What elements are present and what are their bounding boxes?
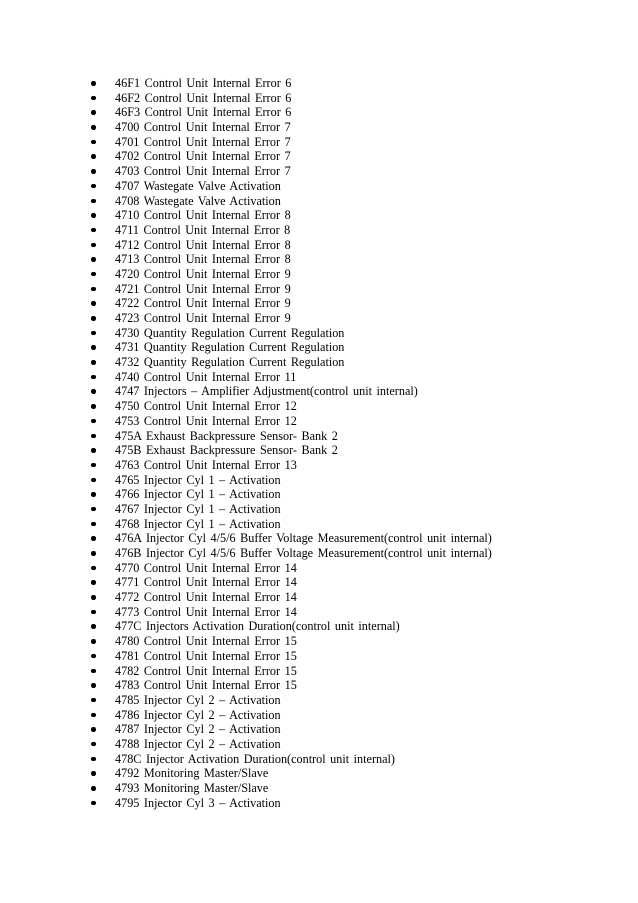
list-item [88, 194, 492, 209]
list-item-text: 4788 Injector Cyl 2 – Activation [115, 736, 281, 751]
list-item-text: 46F2 Control Unit Internal Error 6 [115, 90, 292, 105]
list-item-text: 4772 Control Unit Internal Error 14 [115, 590, 297, 605]
list-item-text: 4700 Control Unit Internal Error 7 [115, 120, 291, 135]
bullet-icon [91, 727, 96, 732]
list-item-text: 4731 Quantity Regulation Current Regulation [115, 340, 345, 355]
list-item [88, 575, 492, 590]
list-item [88, 619, 492, 634]
list-item [88, 384, 492, 399]
list-item [88, 149, 492, 164]
list-item-text: 476B Injector Cyl 4/5/6 Buffer Voltage Measurement(control unit internal) [115, 546, 492, 560]
list-item-text: 4711 Control Unit Internal Error 8 [115, 222, 291, 237]
list-item [88, 649, 492, 664]
list-item-text: 4781 Control Unit Internal Error 15 [115, 648, 297, 663]
list-item [88, 311, 492, 326]
list-item [88, 252, 492, 267]
list-item-text: 4701 Control Unit Internal Error 7 [115, 134, 291, 149]
list-item-text: 4723 Control Unit Internal Error 9 [115, 311, 291, 325]
list-item [88, 91, 492, 106]
list-item-text: 4720 Control Unit Internal Error 9 [115, 266, 291, 281]
list-item-text: 475A Exhaust Backpressure Sensor- Bank 2 [115, 428, 338, 443]
list-item [88, 781, 492, 796]
list-item [88, 105, 492, 120]
bullet-icon [91, 316, 96, 321]
list-item [88, 296, 492, 311]
list-item-text: 4792 Monitoring Master/Slave [115, 766, 269, 781]
list-item [88, 708, 492, 723]
bullet-icon [91, 522, 96, 527]
bullet-icon [91, 713, 96, 718]
bullet-icon [91, 125, 96, 130]
list-item-text: 475B Exhaust Backpressure Sensor- Bank 2 [115, 443, 338, 458]
list-item-text: 4766 Injector Cyl 1 – Activation [115, 487, 281, 502]
bullet-icon [91, 243, 96, 248]
list-item [88, 267, 492, 282]
list-item-text: 4707 Wastegate Valve Activation [115, 178, 281, 193]
list-item [88, 429, 492, 444]
bullet-icon [91, 213, 96, 218]
bullet-icon [91, 566, 96, 571]
list-item [88, 282, 492, 297]
list-item-text: 4793 Monitoring Master/Slave [115, 781, 269, 795]
bullet-icon [91, 551, 96, 556]
bullet-icon [91, 801, 96, 806]
list-item [88, 76, 492, 91]
list-item [88, 752, 492, 767]
list-item-text: 4722 Control Unit Internal Error 9 [115, 296, 291, 311]
list-item [88, 370, 492, 385]
list-item [88, 120, 492, 135]
list-item-text: 4771 Control Unit Internal Error 14 [115, 575, 297, 590]
bullet-icon [91, 360, 96, 365]
bullet-icon [91, 140, 96, 145]
list-item-text: 4783 Control Unit Internal Error 15 [115, 678, 297, 693]
list-item-text: 46F1 Control Unit Internal Error 6 [115, 76, 292, 90]
list-item-text: 4708 Wastegate Valve Activation [115, 193, 281, 208]
list-item [88, 399, 492, 414]
list-item-text: 4732 Quantity Regulation Current Regulation [115, 355, 345, 370]
bullet-icon [91, 434, 96, 439]
list-item [88, 443, 492, 458]
bullet-icon [91, 81, 96, 86]
bullet-icon [91, 184, 96, 189]
bullet-icon [91, 742, 96, 747]
bullet-icon [91, 698, 96, 703]
list-item [88, 664, 492, 679]
bullet-icon [91, 536, 96, 541]
bullet-icon [91, 654, 96, 659]
list-item-text: 4702 Control Unit Internal Error 7 [115, 149, 291, 164]
bullet-icon [91, 287, 96, 292]
list-item-text: 4721 Control Unit Internal Error 9 [115, 281, 291, 296]
list-item-text: 4795 Injector Cyl 3 – Activation [115, 795, 281, 810]
list-item [88, 355, 492, 370]
list-item-text: 4703 Control Unit Internal Error 7 [115, 164, 291, 179]
list-item [88, 796, 492, 811]
list-item [88, 179, 492, 194]
list-item-text: 46F3 Control Unit Internal Error 6 [115, 105, 292, 120]
list-item [88, 737, 492, 752]
list-item-text: 477C Injectors Activation Duration(control unit internal) [115, 619, 400, 634]
list-item [88, 678, 492, 693]
bullet-icon [91, 199, 96, 204]
bullet-icon [91, 389, 96, 394]
bullet-icon [91, 96, 96, 101]
list-item [88, 326, 492, 341]
list-item-text: 4773 Control Unit Internal Error 14 [115, 604, 297, 619]
bullet-icon [91, 169, 96, 174]
list-item [88, 590, 492, 605]
bullet-icon [91, 492, 96, 497]
list-item-text: 4740 Control Unit Internal Error 11 [115, 369, 297, 384]
bullet-icon [91, 478, 96, 483]
list-item-text: 4747 Injectors – Amplifier Adjustment(control unit internal) [115, 384, 418, 399]
list-item [88, 546, 492, 561]
list-item-text: 4782 Control Unit Internal Error 15 [115, 663, 297, 678]
bullet-icon [91, 375, 96, 380]
list-item-text: 4785 Injector Cyl 2 – Activation [115, 692, 281, 707]
list-item [88, 766, 492, 781]
list-item [88, 502, 492, 517]
list-item-text: 4710 Control Unit Internal Error 8 [115, 208, 291, 223]
list-item [88, 531, 492, 546]
list-item-text: 4753 Control Unit Internal Error 12 [115, 413, 297, 428]
bullet-icon [91, 154, 96, 159]
bullet-icon [91, 610, 96, 615]
bullet-icon [91, 301, 96, 306]
list-item-text: 4765 Injector Cyl 1 – Activation [115, 472, 281, 487]
list-item [88, 164, 492, 179]
list-item-text: 4750 Control Unit Internal Error 12 [115, 399, 297, 414]
list-item [88, 634, 492, 649]
bullet-icon [91, 404, 96, 409]
list-item [88, 605, 492, 620]
list-item [88, 722, 492, 737]
bullet-icon [91, 419, 96, 424]
bullet-icon [91, 272, 96, 277]
bullet-icon [91, 580, 96, 585]
list-item [88, 561, 492, 576]
bullet-icon [91, 448, 96, 453]
list-item-text: 478C Injector Activation Duration(control unit internal) [115, 751, 395, 766]
list-item [88, 517, 492, 532]
fault-code-list [88, 76, 492, 810]
bullet-icon [91, 683, 96, 688]
list-item [88, 414, 492, 429]
list-item-text: 4730 Quantity Regulation Current Regulation [115, 325, 345, 340]
list-item-text: 4768 Injector Cyl 1 – Activation [115, 516, 281, 531]
list-item-text: 4767 Injector Cyl 1 – Activation [115, 501, 281, 516]
bullet-icon [91, 669, 96, 674]
list-item-text: 4787 Injector Cyl 2 – Activation [115, 722, 281, 737]
bullet-icon [91, 110, 96, 115]
bullet-icon [91, 228, 96, 233]
list-item [88, 487, 492, 502]
bullet-icon [91, 624, 96, 629]
list-item [88, 693, 492, 708]
bullet-icon [91, 345, 96, 350]
list-item [88, 458, 492, 473]
bullet-icon [91, 463, 96, 468]
list-item [88, 340, 492, 355]
bullet-icon [91, 757, 96, 762]
bullet-icon [91, 507, 96, 512]
list-item [88, 223, 492, 238]
list-item [88, 208, 492, 223]
list-item-text: 4713 Control Unit Internal Error 8 [115, 252, 291, 267]
list-item [88, 473, 492, 488]
list-item-text: 4786 Injector Cyl 2 – Activation [115, 707, 281, 722]
bullet-icon [91, 771, 96, 776]
list-item-text: 476A Injector Cyl 4/5/6 Buffer Voltage Measurement(control unit internal) [115, 531, 492, 546]
bullet-icon [91, 331, 96, 336]
list-item-text: 4763 Control Unit Internal Error 13 [115, 457, 297, 472]
list-item-text: 4770 Control Unit Internal Error 14 [115, 560, 297, 575]
list-item-text: 4780 Control Unit Internal Error 15 [115, 634, 297, 649]
list-item [88, 135, 492, 150]
bullet-icon [91, 639, 96, 644]
list-item-text: 4712 Control Unit Internal Error 8 [115, 237, 291, 252]
bullet-icon [91, 786, 96, 791]
bullet-icon [91, 257, 96, 262]
bullet-icon [91, 595, 96, 600]
list-item [88, 238, 492, 253]
